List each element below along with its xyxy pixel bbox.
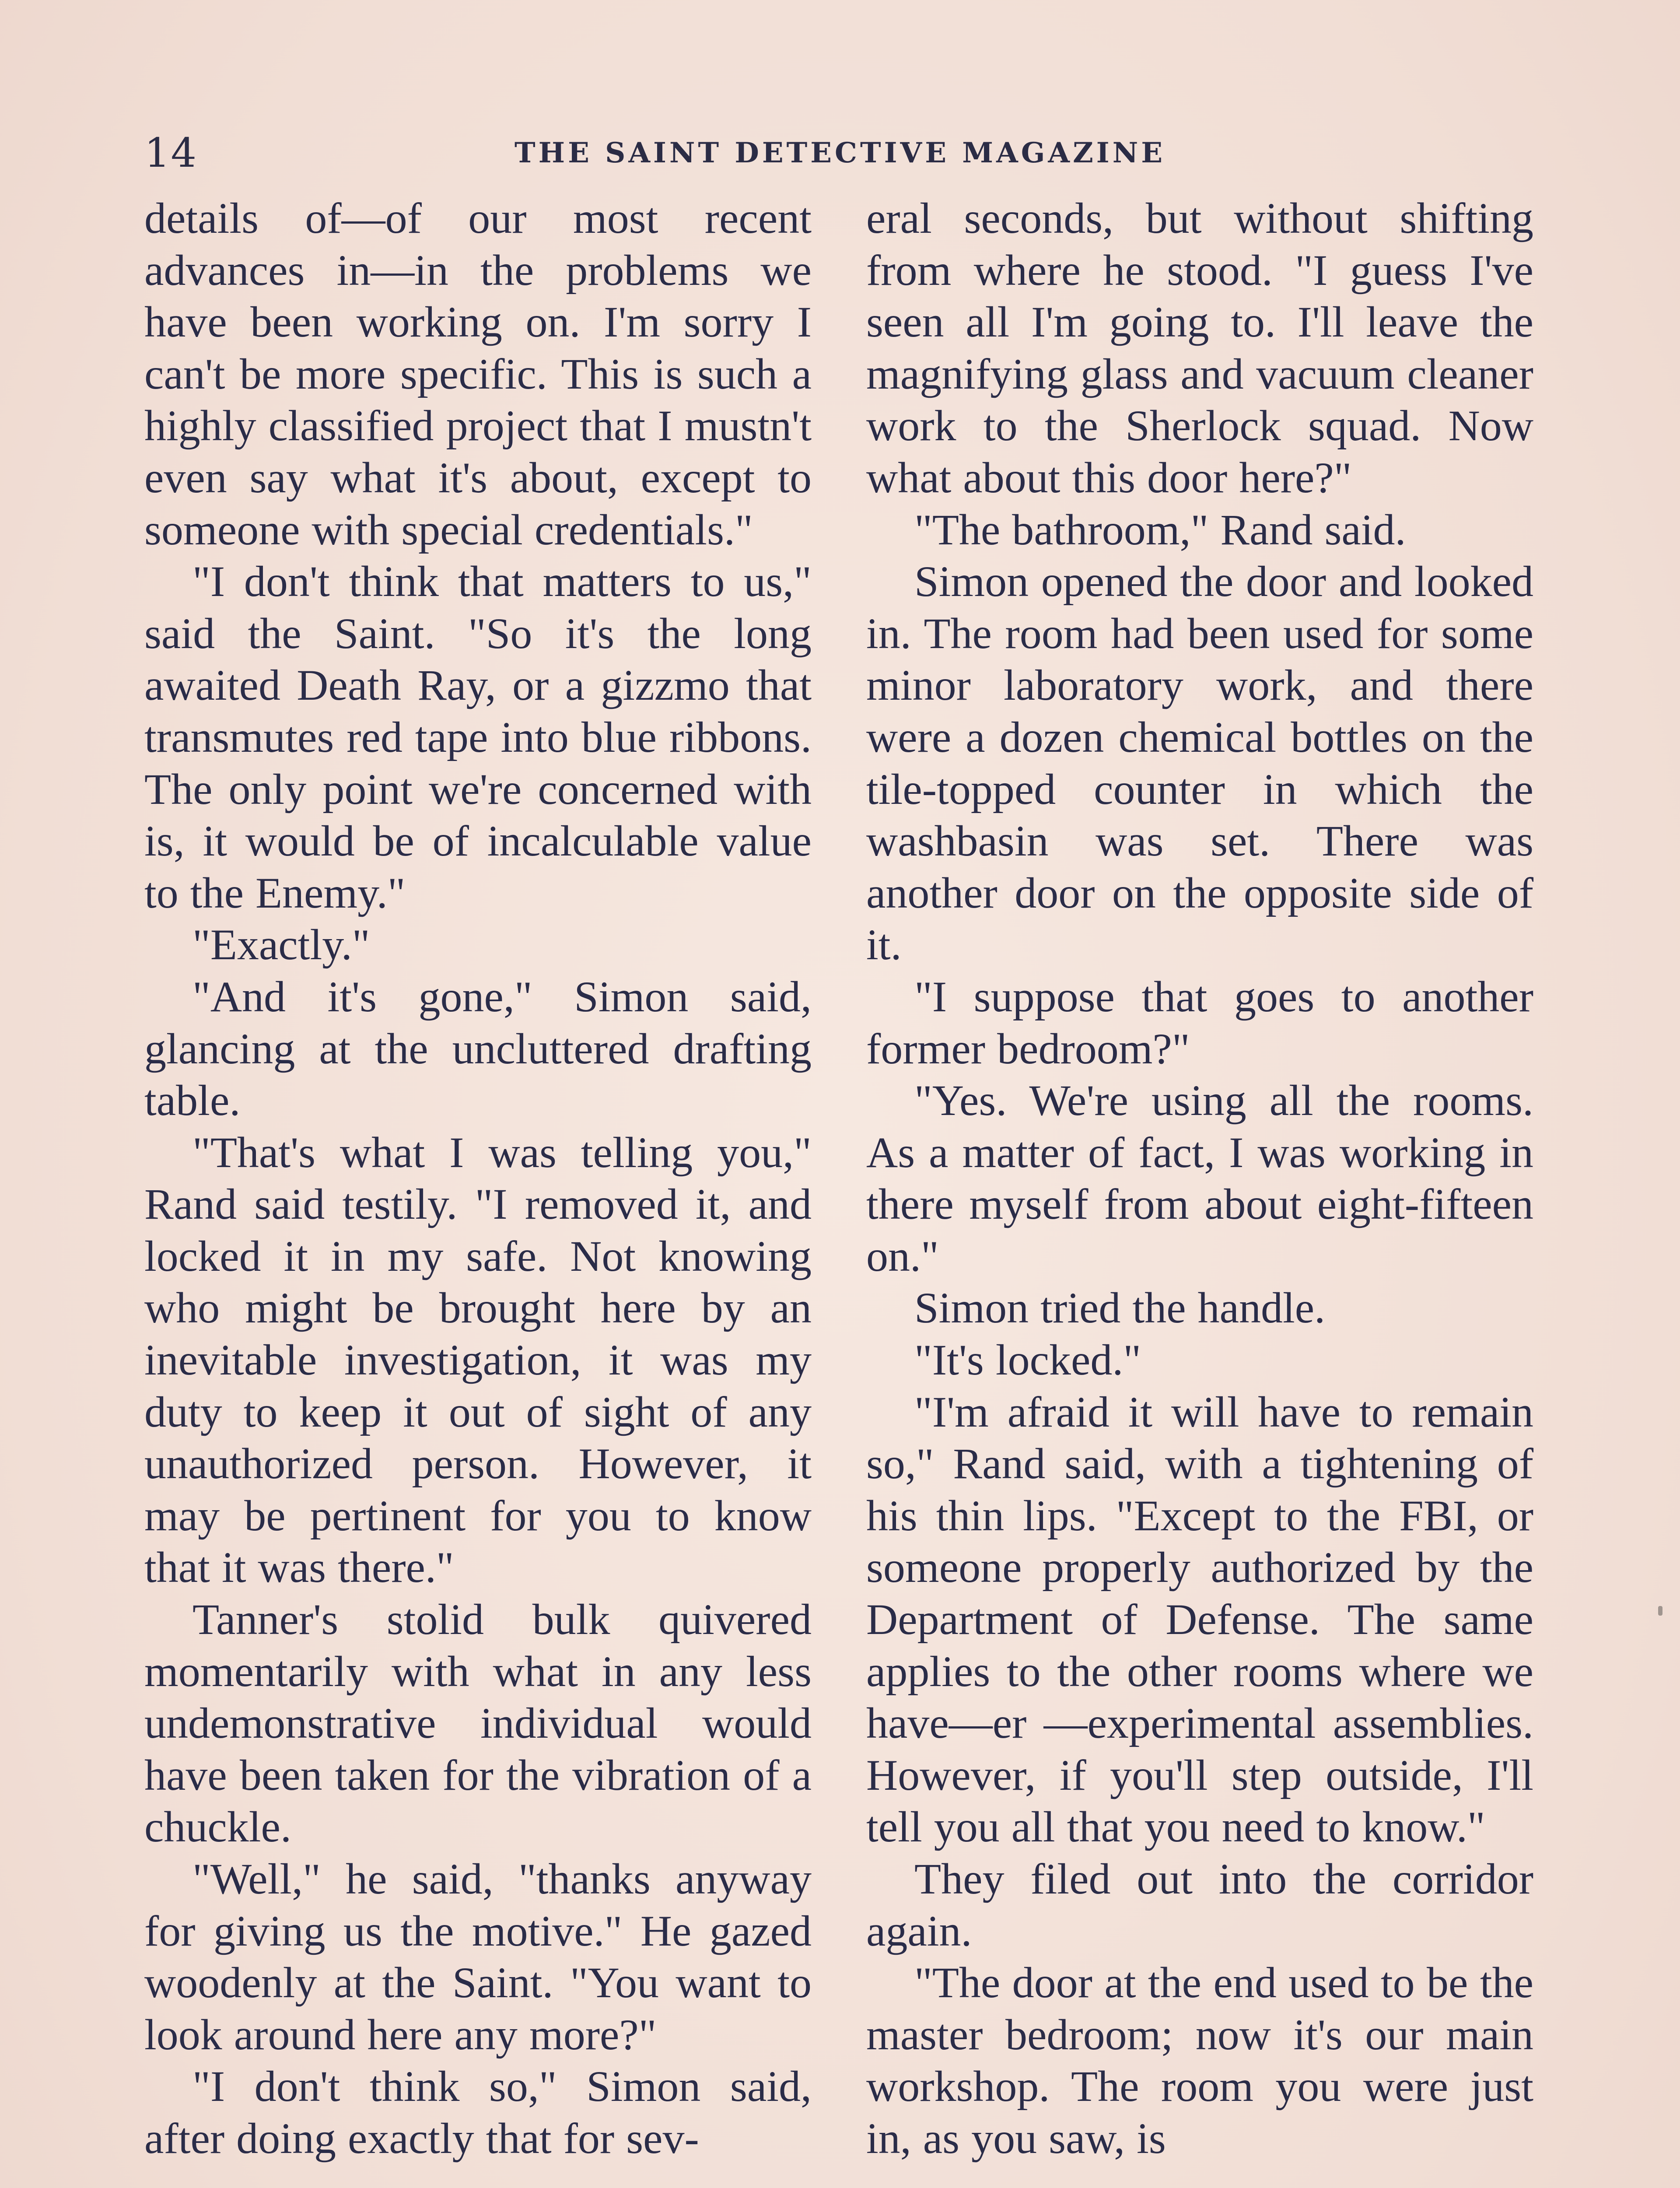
page-number: 14 xyxy=(144,130,198,176)
paragraph: details of—of our most recent advances in—in the problems we have been working on. I'm sorry I can't be more specific. This is such a highly classified project that I mustn't even say what it's about, except to someone with special credentials." xyxy=(144,194,812,554)
text-column-right xyxy=(866,193,1533,2188)
paragraph: "The bathroom," Rand said. xyxy=(914,505,1406,554)
text-column-left xyxy=(144,193,812,2188)
paragraph: Simon opened the door and looked in. The room had been used for some minor laboratory work, and there were a dozen chemical bottles on the tile-topped counter in which the washbasin was set. There was another door on the opposite side of it. xyxy=(866,557,1533,969)
paragraph: "The door at the end used to be the master bedroom; now it's our main workshop. The room you were just in, as you saw, is xyxy=(866,1958,1533,2163)
paragraph: "I suppose that goes to another former bedroom?" xyxy=(866,972,1533,1073)
paragraph: Tanner's stolid bulk quivered momentarily with what in any less undemonstrative individual would have been taken for the vibration of a chuckle. xyxy=(144,1595,812,1851)
paragraph: Simon tried the handle. xyxy=(914,1283,1326,1332)
paragraph: "I don't think so," Simon said, after doing exactly that for sev- xyxy=(144,2062,812,2163)
paragraph: "It's locked." xyxy=(914,1336,1141,1385)
page-header xyxy=(144,127,1536,179)
paragraph: eral seconds, but without shifting from where he stood. "I guess I've seen all I'm going to. I'll leave the magnifying glass and vacuum cleaner work to the Sherlock squad. Now what about this door here?" xyxy=(866,194,1533,502)
paragraph: They filed out into the corridor again. xyxy=(866,1855,1533,1955)
paragraph: "I'm afraid it will have to remain so," Rand said, with a tightening of his thin lips. "Except to the FBI, or someone properly authorized by the Department of Defense. The same applies to the other rooms where we have—er —experimental assemblies. However, if you'll step outside, I'll tell you all that you need to know." xyxy=(866,1387,1533,1851)
running-head: THE SAINT DETECTIVE MAGAZINE xyxy=(514,137,1166,169)
paragraph: "Yes. We're using all the rooms. As a matter of fact, I was working in there myself from about eight-fifteen on." xyxy=(866,1076,1533,1280)
paragraph: "And it's gone," Simon said, glancing at the uncluttered drafting table. xyxy=(144,972,812,1125)
paper-speck xyxy=(1658,1606,1662,1616)
paragraph: "Well," he said, "thanks anyway for giving us the motive." He gazed woodenly at the Saint. "You want to look around here any more?" xyxy=(144,1855,812,2059)
paragraph: "That's what I was telling you," Rand said testily. "I removed it, and locked it in my safe. Not knowing who might be brought here by an inevitable investigation, it was my duty to keep it out of sight of any unauthorized person. However, it may be pertinent for you to know that it was there." xyxy=(144,1128,812,1592)
paragraph: "I don't think that matters to us," said the Saint. "So it's the long awaited Death Ray, or a gizzmo that transmutes red tape into blue ribbons. The only point we're concerned with is, it would be of incalculable value to the Enemy." xyxy=(144,557,812,917)
paragraph: "Exactly." xyxy=(192,920,370,969)
